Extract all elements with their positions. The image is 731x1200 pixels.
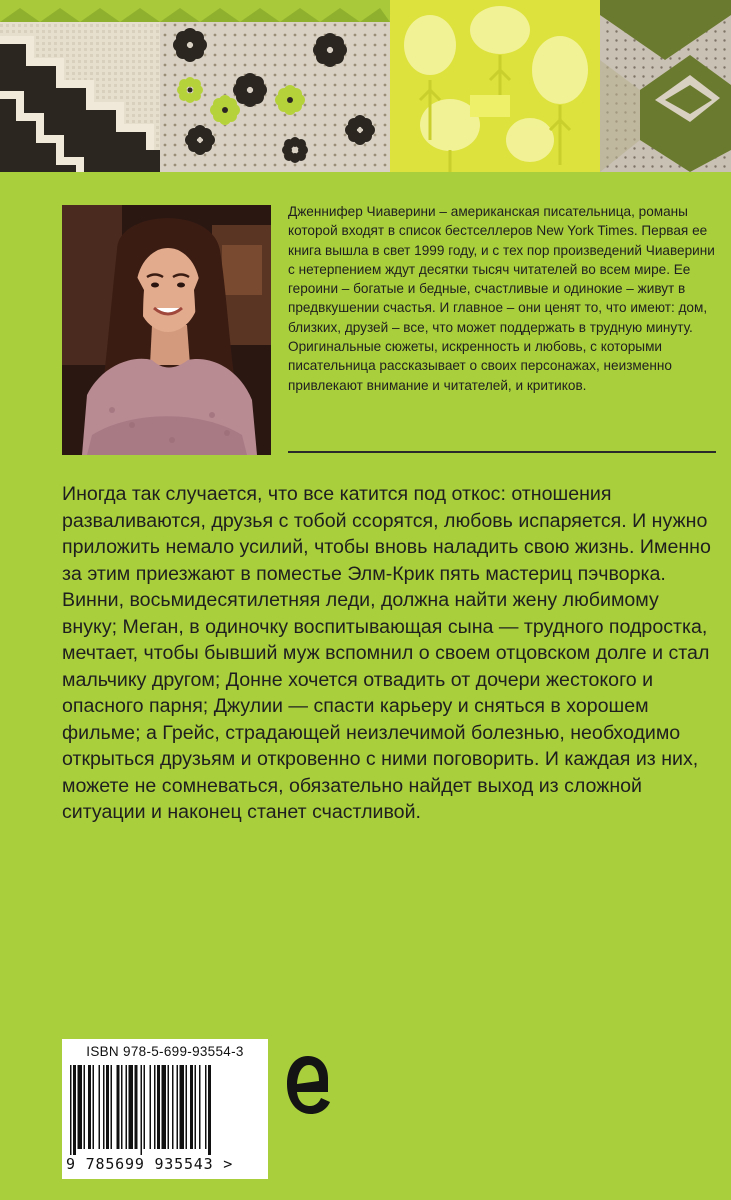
- barcode-bar: [180, 1065, 185, 1149]
- eksmo-logo-icon: [283, 1054, 333, 1125]
- barcode-bar: [70, 1065, 72, 1155]
- barcode-bar: [154, 1065, 156, 1149]
- barcode-bar: [106, 1065, 109, 1149]
- barcode-bar: [111, 1065, 113, 1149]
- barcode-bar: [177, 1065, 179, 1149]
- barcode-bar: [205, 1065, 207, 1149]
- isbn-label: ISBN 978-5-699-93554-3: [86, 1044, 244, 1059]
- barcode-bar: [99, 1065, 101, 1149]
- barcode-bar: [172, 1065, 174, 1149]
- author-photo: [62, 205, 271, 455]
- barcode-bar: [129, 1065, 134, 1149]
- barcode-bar: [168, 1065, 170, 1149]
- barcode-bar: [141, 1065, 143, 1155]
- barcode-bar: [144, 1065, 146, 1149]
- barcode-bars: [68, 1065, 262, 1155]
- barcode-bar: [103, 1065, 105, 1149]
- barcode-bar: [84, 1065, 86, 1149]
- patchwork-fabric-banner: [0, 0, 731, 172]
- author-bio: Дженнифер Чиаверини – американская писательница, романы которой входят в список бестселлеров New York Times. Первая ее книга вышла в свет 1999 году, и с тех пор произведений Чиаверини с нетерпением ждут десятки тысяч читателей во всем мире. Ее героини – богатые и бедные, счастливые и одинокие – живут в предвкушении счастья. И главное – они ценят то, что имеют: дом, близких, друзей – все, что может поддержать в трудную минуту. Оригинальные сюжеты, искренность и любовь, с которыми писательница рассказывает о своих персонажах, неизменно привлекают внимание и читателей, и критиков.: [288, 204, 715, 393]
- barcode-bar: [186, 1065, 188, 1149]
- barcode-bar: [150, 1065, 152, 1149]
- barcode-bar: [126, 1065, 128, 1149]
- barcode-bar: [73, 1065, 76, 1155]
- barcode-bar: [117, 1065, 120, 1149]
- barcode-bar: [195, 1065, 197, 1149]
- barcode-bar: [162, 1065, 167, 1149]
- barcode-bar: [121, 1065, 123, 1149]
- barcode-bar: [78, 1065, 83, 1149]
- barcode-bar: [208, 1065, 211, 1155]
- barcode-bar: [88, 1065, 91, 1149]
- barcode-bar: [190, 1065, 193, 1149]
- barcode-bar: [199, 1065, 201, 1149]
- barcode-bar: [93, 1065, 95, 1149]
- isbn-barcode: [62, 1039, 268, 1179]
- barcode-digits: 9 785699 935543 >: [66, 1155, 234, 1173]
- book-blurb: Иногда так случается, что все катится под откос: отношения разваливаются, друзья с тобой ссорятся, любовь испаряется. И нужно приложить немало усилий, чтобы вновь наладить свою жизнь. Именно за этим приезжают в поместье Элм-Крик пять мастериц пэчворка. Винни, восьмидесятилетняя леди, должна найти жену любимому внуку; Меган, в одиночку воспитывающая сына — трудного подростка, мечтает, чтобы бывший муж вспомнил о своем отцовском долге и стал мальчику другом; Донне хочется отвадить от дочери жестокого и опасного парня; Джулии — спасти карьеру и сняться в хорошем фильме; а Грейс, страдающей неизлечимой болезнью, необходимо открыться друзьям и откровенно с ними поговорить. И каждая из них, можете не сомневаться, обязательно найдет выход из сложной ситуации и наконец станет счастливой.: [62, 483, 711, 823]
- barcode-bar: [157, 1065, 160, 1149]
- bio-divider: [288, 451, 716, 453]
- barcode-bar: [135, 1065, 138, 1149]
